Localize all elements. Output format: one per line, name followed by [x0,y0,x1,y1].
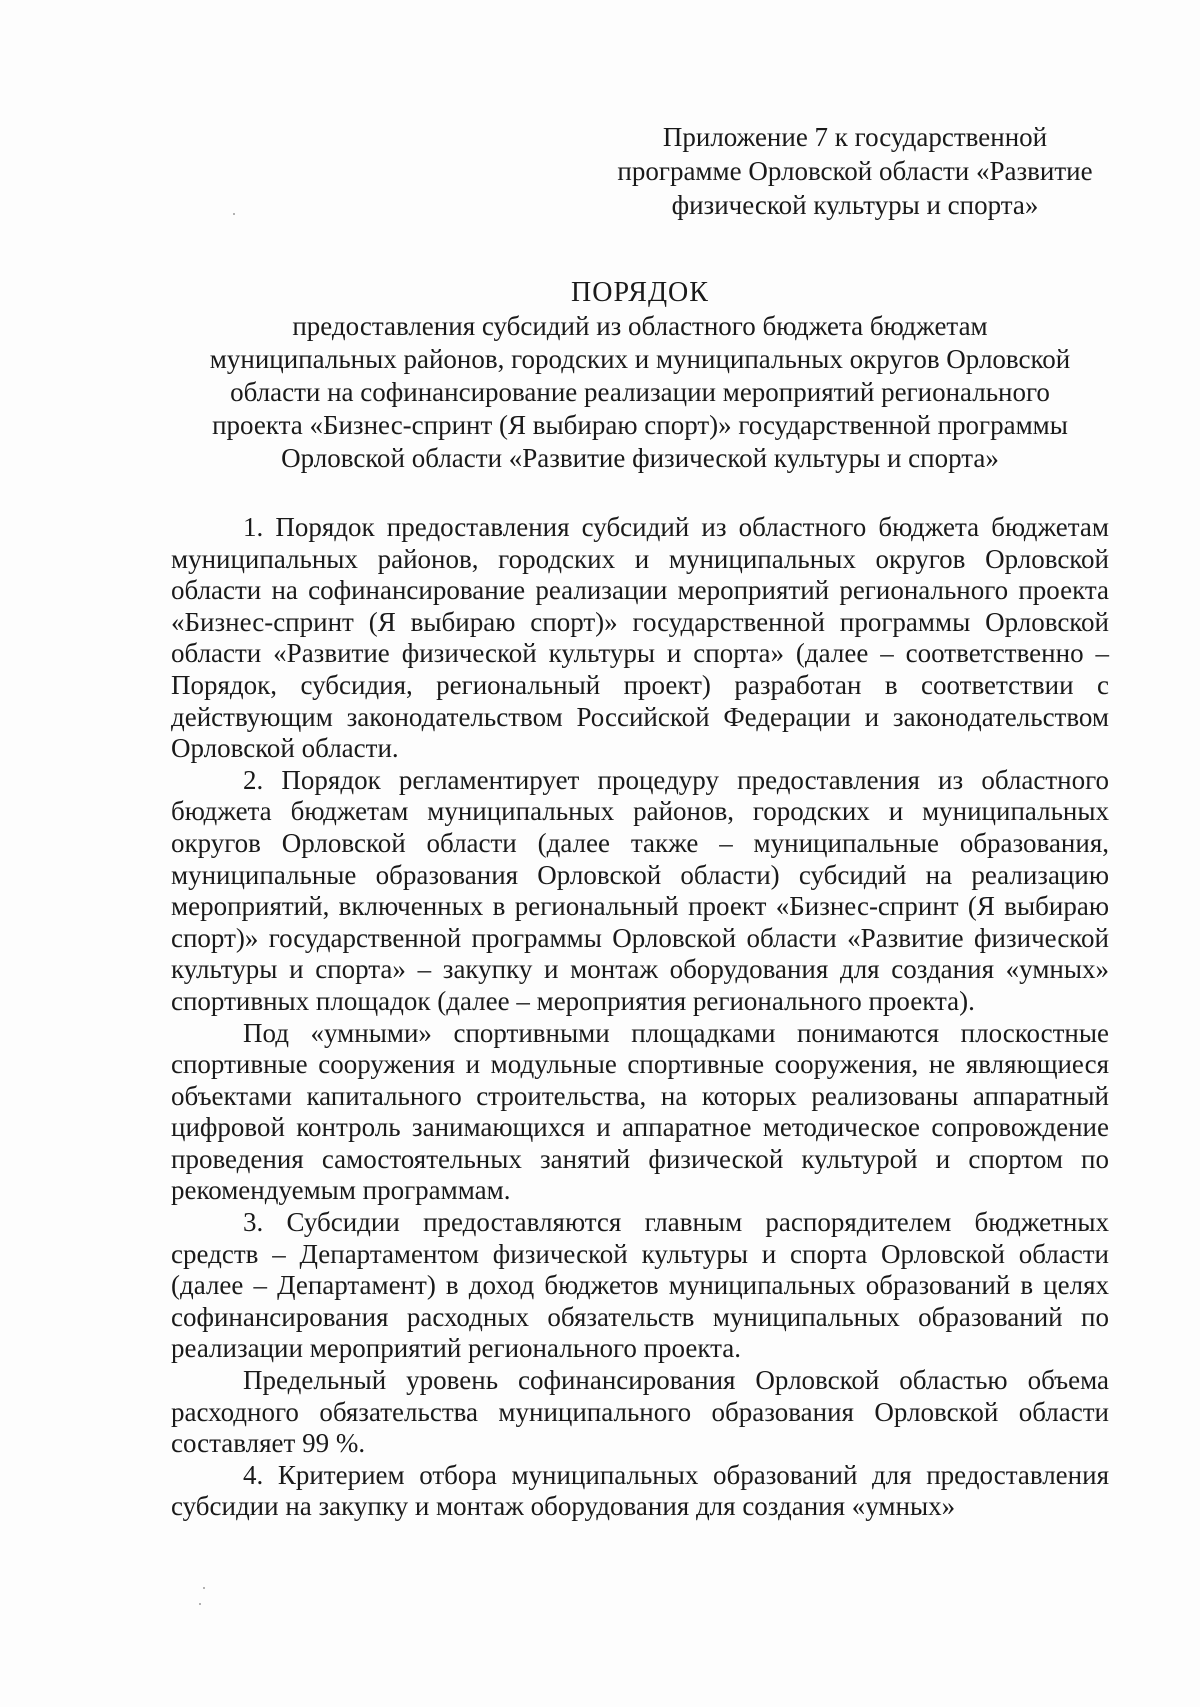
title-line-1: предоставления субсидий из областного бюджета бюджетам [292,311,988,341]
scan-speck [233,213,235,215]
paragraph-2: 2. Порядок регламентирует процедуру предоставления из областного бюджета бюджетам муниципальных районов, городских и муниципальных округов Орловской области (далее также – муниципальные образования, муниципальные образования Орловской области) субсидий на реализацию мероприятий, включенных в региональный проект «Бизнес-спринт (Я выбираю спорт)» государственной программы Орловской области «Развитие физической культуры и спорта» – закупку и монтаж оборудования для создания «умных» спортивных площадок (далее – мероприятия регионального проекта). [171,764,1109,1016]
paragraph-4: 4. Критерием отбора муниципальных образований для предоставления субсидии на закупку и монтаж оборудования для создания «умных» [171,1459,1109,1522]
title-line-3: области на софинансирование реализации мероприятий регионального [230,377,1050,407]
paragraph-3-continued: Предельный уровень софинансирования Орловской областью объема расходного обязательства муниципального образования Орловской области составляет 99 %. [171,1365,1109,1459]
document-body [171,512,1109,1523]
paragraph-3: 3. Субсидии предоставляются главным распорядителем бюджетных средств – Департаментом физической культуры и спорта Орловской области (далее – Департамент) в доход бюджетов муниципальных образований в целях софинансирования расходных обязательств муниципальных образований по реализации мероприятий регионального проекта. [171,1207,1109,1364]
title-line-4: проекта «Бизнес-спринт (Я выбираю спорт)» государственной программы [212,410,1068,440]
appendix-line-2: программе Орловской области «Развитие [617,156,1093,186]
title-line-2: муниципальных районов, городских и муниципальных округов Орловской [209,344,1071,374]
title-heading: ПОРЯДОК [571,277,709,308]
title-line-5: Орловской области «Развитие физической культуры и спорта» [281,443,999,473]
paragraph-2-continued: Под «умными» спортивными площадками понимаются плоскостные спортивные сооружения и модульные спортивные сооружения, не являющиеся объектами капитального строительства, на которых реализованы аппаратный цифровой контроль занимающихся и аппаратное методическое сопровождение проведения самостоятельных занятий физической культурой и спортом по рекомендуемым программам. [171,1017,1109,1206]
scan-speck [199,1603,201,1605]
paragraph-1: 1. Порядок предоставления субсидий из областного бюджета бюджетам муниципальных районов, городских и муниципальных округов Орловской области на софинансирование реализации мероприятий регионального проекта «Бизнес-спринт (Я выбираю спорт)» государственной программы Орловской области «Развитие физической культуры и спорта» (далее – соответственно – Порядок, субсидия, региональный проект) разработан в соответствии с действующим законодательством Российской Федерации и законодательством Орловской области. [171,512,1109,764]
appendix-line-1: Приложение 7 к государственной [662,122,1048,152]
appendix-line-3: физической культуры и спорта» [671,190,1039,220]
scan-speck [203,1587,205,1589]
document-title [170,276,1110,475]
appendix-note [600,120,1110,222]
